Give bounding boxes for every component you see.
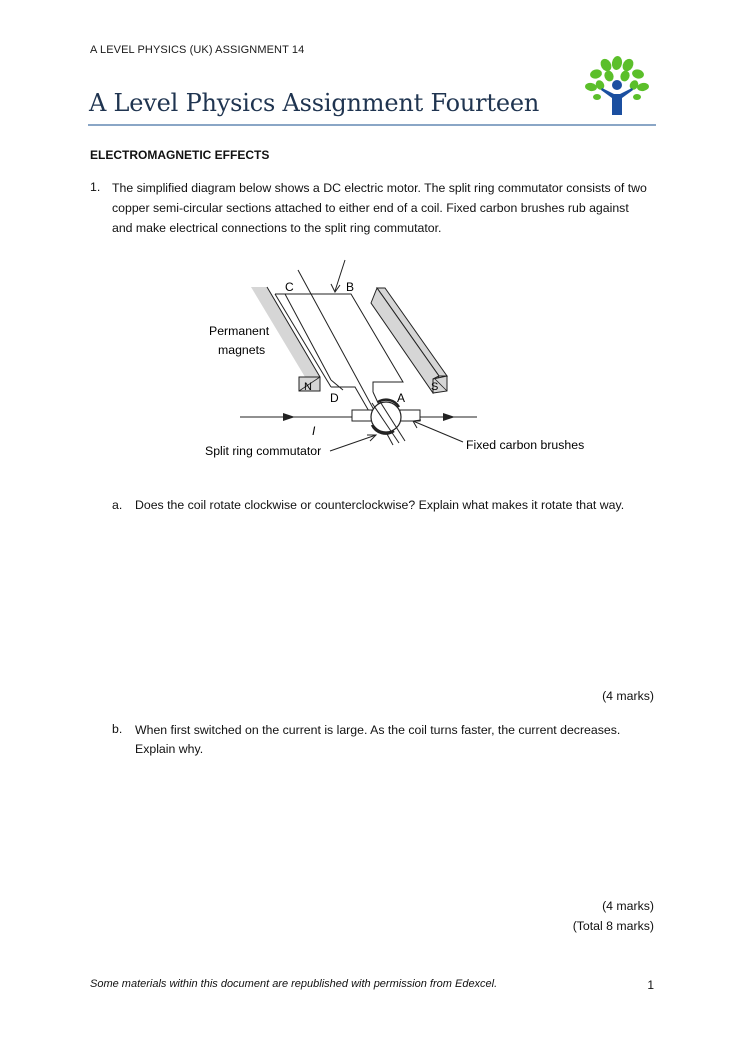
permanent-magnets-label-2: magnets xyxy=(218,343,266,357)
permanent-magnets-label: Permanent xyxy=(209,324,270,338)
tree-person-logo-icon xyxy=(584,55,650,119)
corner-d-label: D xyxy=(330,391,339,405)
dc-motor-diagram xyxy=(195,255,605,465)
part-b-text: When first switched on the current is large. As the coil turns faster, the current decreases. Explain why. xyxy=(135,723,621,756)
part-a-marks: (4 marks) xyxy=(602,689,654,703)
brushes-label: Fixed carbon brushes xyxy=(466,438,585,452)
split-ring-label: Split ring commutator xyxy=(205,444,322,458)
current-label: I xyxy=(312,424,316,438)
page-title: A Level Physics Assignment Fourteen xyxy=(89,89,540,117)
total-marks: (Total 8 marks) xyxy=(572,919,654,933)
footer-note: Some materials within this document are republished with permission from Edexcel. xyxy=(90,978,498,990)
right-brush xyxy=(400,410,420,421)
title-rule xyxy=(88,124,656,126)
corner-a-label: A xyxy=(397,391,406,405)
section-heading: ELECTROMAGNETIC EFFECTS xyxy=(90,148,270,162)
pole-n-label: N xyxy=(304,381,312,393)
part-b-marks: (4 marks) xyxy=(602,899,654,913)
page-number: 1 xyxy=(647,978,654,992)
part-b-letter: b. xyxy=(112,722,123,736)
question-text: The simplified diagram below shows a DC electric motor. The split ring commutator consists of two copper semi-circular sections attached to either end of a coil. Fixed carbon brushes rub against and make electrical connections to the split ring commutator. xyxy=(112,181,647,235)
question-number: 1. xyxy=(90,180,101,194)
corner-c-label: C xyxy=(285,280,294,294)
part-a-text: Does the coil rotate clockwise or counterclockwise? Explain what makes it rotate that way. xyxy=(135,498,625,512)
pole-s-label: S xyxy=(431,381,439,393)
left-brush xyxy=(352,410,372,421)
part-a-letter: a. xyxy=(112,498,123,512)
corner-b-label: B xyxy=(346,280,355,294)
running-head: A LEVEL PHYSICS (UK) ASSIGNMENT 14 xyxy=(90,44,305,56)
